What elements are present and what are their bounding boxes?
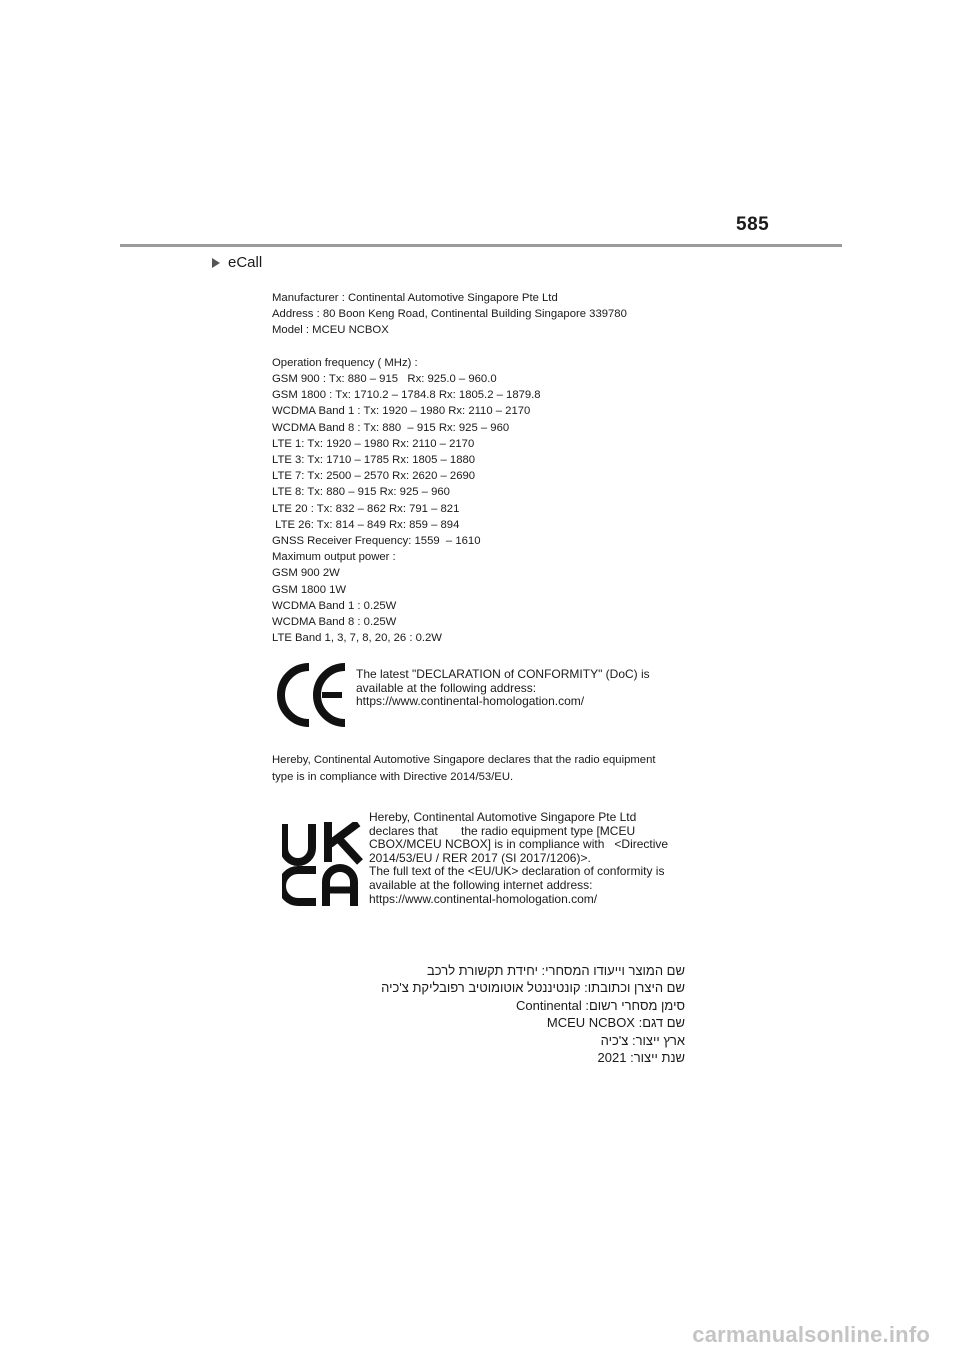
spec-line: LTE 26: Tx: 814 – 849 Rx: 859 – 894: [272, 518, 460, 531]
spec-line: LTE 3: Tx: 1710 – 1785 Rx: 1805 – 1880: [272, 454, 476, 467]
spec-line: LTE 7: Tx: 2500 – 2570 Rx: 2620 – 2690: [272, 470, 476, 483]
spec-line: LTE 1: Tx: 1920 – 1980 Rx: 2110 – 2170: [272, 437, 475, 450]
section-title-label: eCall: [228, 254, 263, 271]
spec-line: LTE Band 1, 3, 7, 8, 20, 26 : 0.2W: [272, 632, 442, 645]
statement-line: type is in compliance with Directive 2014/53/EU.: [272, 770, 514, 783]
spec-line: GNSS Receiver Frequency: 1559 – 1610: [272, 535, 481, 548]
ukca-line: CBOX/MCEU NCBOX] is in compliance with <Directive: [369, 837, 669, 852]
hebrew-line: שם דגם: MCEU NCBOX: [546, 1015, 685, 1031]
watermark: carmanualsonline.info: [692, 1322, 930, 1347]
hebrew-line: סימן מסחרי רשום: Continental: [515, 997, 685, 1013]
ukca-line: 2014/53/EU / RER 2017 (SI 2017/1206)>.: [369, 850, 591, 865]
doc-notice: [356, 668, 686, 709]
ukca-line: The full text of the <EU/UK> declaration of conformity is: [369, 864, 665, 879]
spec-line: WCDMA Band 1 : 0.25W: [272, 599, 397, 612]
hebrew-line: שם היצרן וכתובתו: קונטיננטל אוטומוטיב רפובליקת צ'כיה: [381, 980, 685, 996]
spec-line: GSM 1800 : Tx: 1710.2 – 1784.8 Rx: 1805.2 – 1879.8: [272, 389, 541, 402]
ukca-compliance-statement: [369, 811, 699, 906]
header-divider: [120, 244, 842, 247]
doc-notice-line: available at the following address:: [356, 680, 537, 695]
spec-line: GSM 1800 1W: [272, 583, 347, 596]
spec-list: [272, 290, 627, 646]
ukca-line: https://www.continental-homologation.com/: [369, 891, 598, 906]
spec-line: Operation frequency ( MHz) :: [272, 356, 418, 369]
hebrew-product-info: [330, 962, 685, 1066]
ukca-line: available at the following internet address:: [369, 877, 593, 892]
spec-line: Maximum output power :: [272, 551, 396, 564]
section-title: [212, 254, 262, 271]
spec-line: GSM 900 : Tx: 880 – 915 Rx: 925.0 – 960.0: [272, 373, 497, 385]
spec-line: LTE 20 : Tx: 832 – 862 Rx: 791 – 821: [272, 502, 460, 515]
doc-notice-line: https://www.continental-homologation.com/: [356, 694, 585, 709]
eu-compliance-statement: [272, 752, 692, 785]
statement-line: Hereby, Continental Automotive Singapore declares that the radio equipment: [272, 754, 656, 766]
spec-line: WCDMA Band 8 : Tx: 880 – 915 Rx: 925 – 960: [272, 421, 510, 434]
spec-line: WCDMA Band 1 : Tx: 1920 – 1980 Rx: 2110 – 2170: [272, 405, 531, 418]
spec-line: Address : 80 Boon Keng Road, Continental Building Singapore 339780: [272, 308, 627, 321]
spec-line: LTE 8: Tx: 880 – 915 Rx: 925 – 960: [272, 486, 450, 499]
ukca-line: Hereby, Continental Automotive Singapore Pte Ltd: [369, 810, 637, 824]
page-number: 585: [736, 214, 770, 235]
spec-line: [272, 339, 627, 355]
doc-notice-line: The latest "DECLARATION of CONFORMITY" (DoC) is: [356, 667, 650, 681]
spec-line: GSM 900 2W: [272, 567, 340, 580]
triangle-bullet-icon: [212, 258, 220, 268]
ce-mark-icon: [276, 660, 348, 730]
spec-line: Model : MCEU NCBOX: [272, 324, 389, 337]
ukca-mark-icon: [282, 822, 364, 906]
spec-line: WCDMA Band 8 : 0.25W: [272, 616, 397, 629]
hebrew-line: שנת ייצור: 2021: [597, 1050, 685, 1066]
hebrew-line: ארץ ייצור: צ'כיה: [600, 1032, 685, 1048]
spec-line: Manufacturer : Continental Automotive Singapore Pte Ltd: [272, 292, 558, 304]
hebrew-line: שם המוצר וייעודו המסחרי: יחידת תקשורת לרכב: [427, 963, 685, 978]
ukca-line: declares that the radio equipment type [MCEU: [369, 823, 636, 838]
